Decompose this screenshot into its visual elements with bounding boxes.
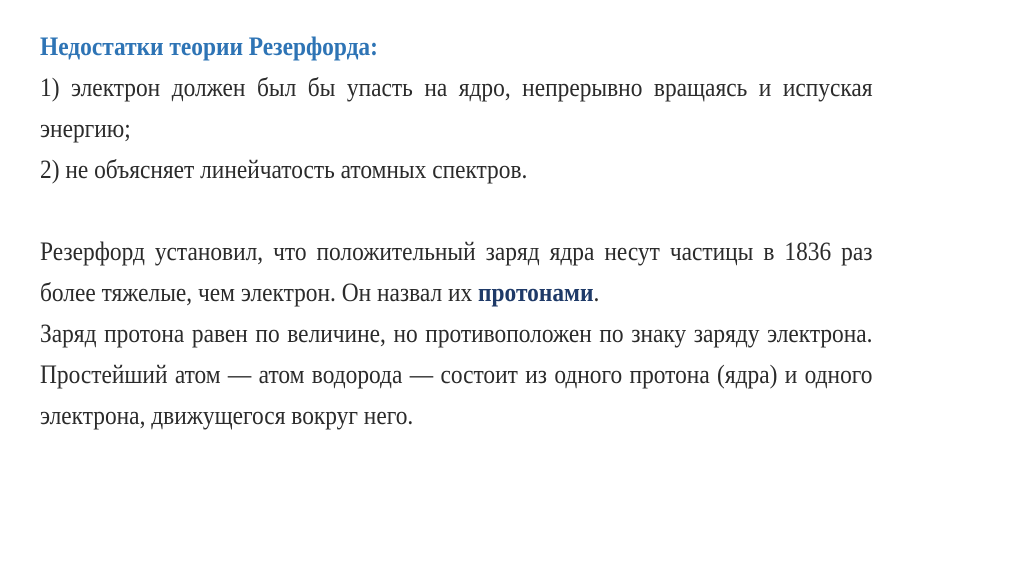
paragraph-protons-end: . (593, 278, 600, 307)
paragraph-gap (40, 190, 873, 231)
slide-content (40, 26, 873, 436)
slide-title: Недостатки теории Резерфорда: (40, 32, 378, 61)
drawback-point-2: 2) не объясняет линейчатость атомных спектров. (40, 155, 528, 184)
protons-term: протонами (478, 278, 594, 307)
paragraph-hydrogen: Заряд протона равен по величине, но противоположен по знаку заряду электрона. Простейший атом — атом водорода — состоит из одного протона (ядра) и одного электрона, движущегося вокруг него. (40, 319, 873, 430)
paragraph-protons-text: Резерфорд установил, что положительный заряд ядра несут частицы в 1836 раз более тяжелые, чем электрон. Он назвал их (40, 237, 873, 307)
drawback-point-1: 1) электрон должен был бы упасть на ядро, непрерывно вращаясь и испуская энергию; (40, 73, 873, 143)
paragraph-protons (40, 231, 873, 313)
